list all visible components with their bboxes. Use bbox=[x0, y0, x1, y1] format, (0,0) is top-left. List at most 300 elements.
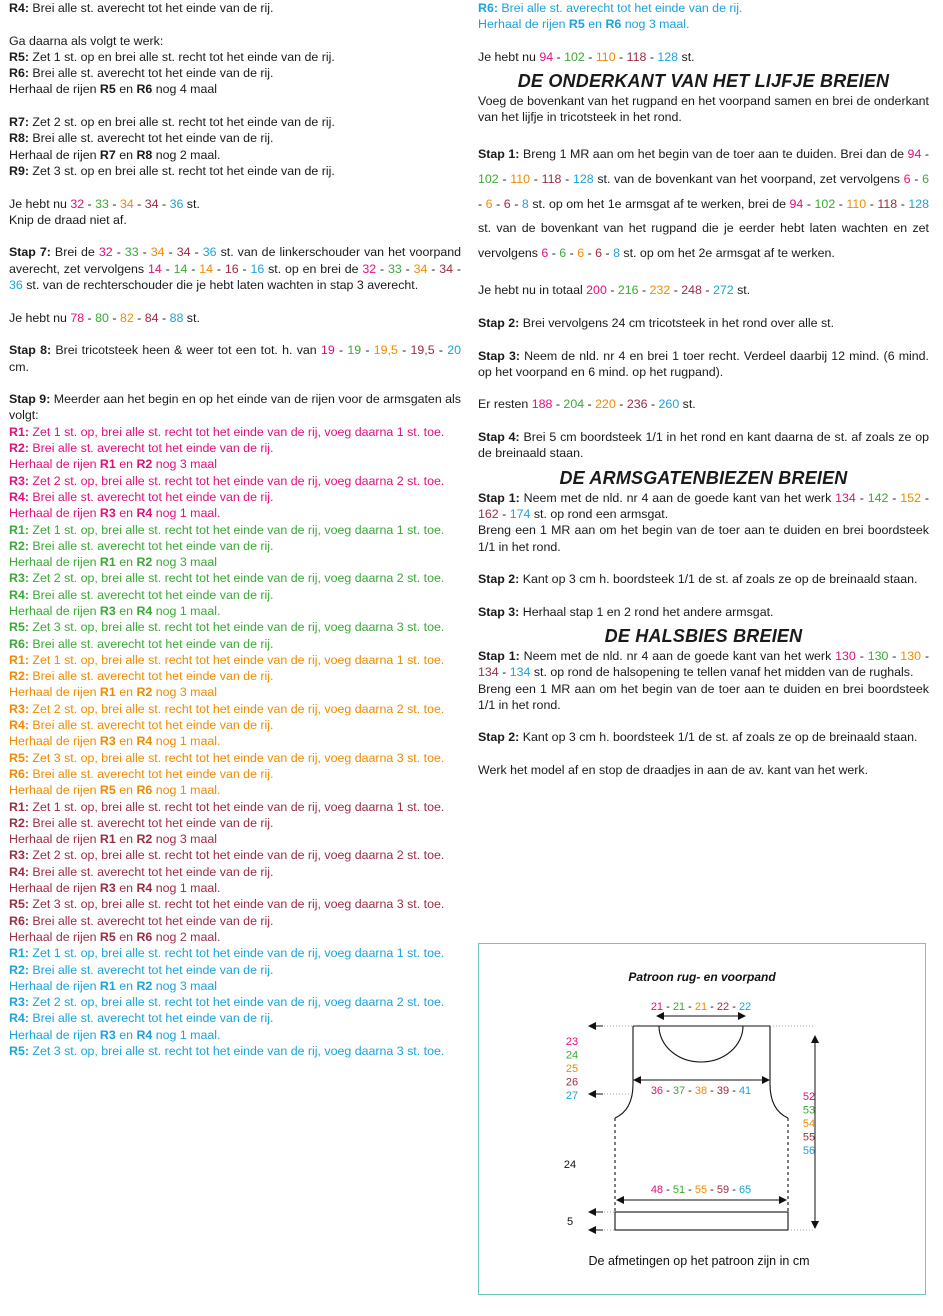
text-run: Zet 1 st. op, brei alle st. recht tot het einde van de rij, voeg daarna 1 st. toe. bbox=[28, 946, 445, 961]
instruction-line bbox=[478, 0, 929, 16]
text-run: - bbox=[866, 196, 878, 211]
text-run: en bbox=[115, 832, 137, 847]
text-run: Brei alle st. averecht tot het einde van de rij. bbox=[28, 538, 274, 553]
text-run: Zet 3 st. op en brei alle st. recht tot het einde van de rij. bbox=[28, 163, 335, 178]
size-value: 27 bbox=[565, 1090, 579, 1102]
text-run: Brei alle st. averecht tot het einde van de rij. bbox=[28, 66, 274, 81]
text-run: - bbox=[238, 261, 251, 276]
text-run: nog 1 maal. bbox=[152, 1027, 221, 1042]
text-run: R3 bbox=[99, 1027, 116, 1042]
instruction-line bbox=[478, 429, 929, 462]
text-run: Brei alle st. averecht tot het einde van de rij. bbox=[497, 1, 743, 15]
size-value: 21 bbox=[672, 1001, 686, 1013]
text-run: en bbox=[115, 506, 137, 521]
text-run: 34 bbox=[150, 245, 165, 260]
text-run: - bbox=[492, 196, 504, 211]
size-value: 36 bbox=[650, 1085, 664, 1097]
size-value: 37 bbox=[672, 1085, 686, 1097]
body-width-label bbox=[651, 1184, 751, 1196]
text-run: Stap 3: bbox=[478, 604, 520, 619]
text-run: - bbox=[112, 245, 125, 260]
separator: - bbox=[685, 1184, 695, 1196]
text-run: 128 bbox=[572, 171, 594, 186]
text-run: R6: bbox=[9, 913, 29, 928]
text-run: 34 bbox=[144, 196, 159, 211]
instruction-line bbox=[9, 864, 461, 880]
text-run: 34 bbox=[176, 245, 191, 260]
paragraph-gap bbox=[9, 375, 461, 391]
text-run: - bbox=[553, 49, 565, 64]
separator: - bbox=[663, 1085, 673, 1097]
instruction-line bbox=[478, 142, 929, 266]
text-run: Herhaal de rijen bbox=[9, 506, 100, 521]
text-run: st. bbox=[183, 196, 200, 211]
text-run: Breng een 1 MR aan om het begin van de toer aan te duiden en brei boordsteek 1/1 in het rond. bbox=[478, 523, 929, 554]
text-run: - bbox=[427, 261, 440, 276]
text-run: R6: bbox=[478, 1, 498, 15]
text-run: Stap 3: bbox=[478, 348, 520, 363]
paragraph-gap bbox=[478, 413, 929, 429]
instruction-line bbox=[478, 522, 929, 555]
text-run: - bbox=[615, 49, 627, 64]
text-run: R2: bbox=[9, 962, 29, 977]
text-run: Herhaal de rijen bbox=[9, 603, 100, 618]
instruction-line bbox=[9, 554, 461, 570]
text-run: Je hebt nu in totaal bbox=[478, 283, 587, 298]
text-run: - bbox=[584, 246, 596, 261]
instruction-line bbox=[9, 717, 461, 733]
text-run: R2: bbox=[9, 538, 29, 553]
instruction-line bbox=[478, 604, 929, 620]
text-run: 19,5 bbox=[373, 343, 398, 358]
text-run: 6 bbox=[503, 196, 511, 211]
text-run: en bbox=[115, 457, 137, 472]
instruction-line bbox=[9, 163, 461, 179]
text-run: - bbox=[646, 49, 658, 64]
instruction-line bbox=[9, 33, 461, 49]
instruction-line bbox=[9, 799, 461, 815]
text-run: nog 1 maal. bbox=[152, 783, 221, 798]
text-run: R4: bbox=[9, 587, 29, 602]
text-run: R5: bbox=[9, 897, 29, 912]
instruction-line bbox=[9, 636, 461, 652]
text-run: nog 2 maal. bbox=[152, 929, 221, 944]
text-run: - bbox=[701, 283, 713, 298]
text-run: 118 bbox=[877, 196, 898, 211]
text-run: en bbox=[115, 603, 137, 618]
text-run: Herhaal de rijen bbox=[9, 685, 100, 700]
text-run: Zet 3 st. op, brei alle st. recht tot het einde van de rij, voeg daarna 3 st. toe. bbox=[28, 1044, 445, 1058]
text-run: - bbox=[213, 261, 225, 276]
text-run: Knip de draad niet af. bbox=[9, 212, 127, 227]
instruction-line bbox=[478, 396, 929, 412]
text-run: - bbox=[606, 283, 618, 298]
instruction-line bbox=[9, 831, 461, 847]
text-run: 6 bbox=[541, 246, 549, 261]
text-run: st. bbox=[679, 397, 696, 412]
text-run: 216 bbox=[617, 283, 639, 298]
text-run: Zet 2 st. op, brei alle st. recht tot het einde van de rij, voeg daarna 2 st. toe. bbox=[28, 995, 445, 1010]
text-run: Brei alle st. averecht tot het einde van de rij. bbox=[28, 636, 274, 651]
text-run: R3: bbox=[9, 571, 29, 586]
instruction-line bbox=[9, 913, 461, 929]
text-run: R3: bbox=[9, 995, 29, 1010]
text-run: R2: bbox=[9, 815, 29, 830]
text-run: 33 bbox=[124, 245, 139, 260]
text-run: - bbox=[920, 490, 929, 505]
paragraph-gap bbox=[9, 98, 461, 114]
text-run: R1 bbox=[99, 832, 116, 847]
text-run: nog 1 maal. bbox=[152, 734, 221, 749]
text-run: Neem met de nld. nr 4 aan de goede kant van het werk bbox=[519, 490, 836, 505]
text-run: R1 bbox=[99, 978, 116, 993]
instruction-line bbox=[9, 538, 461, 554]
text-run: - bbox=[647, 397, 659, 412]
text-run: - bbox=[376, 261, 389, 276]
instruction-line bbox=[9, 49, 461, 65]
text-run: 14 bbox=[147, 261, 162, 276]
text-run: 130 bbox=[867, 649, 889, 663]
text-run: Brei vervolgens 24 cm tricotsteek in het rond over alle st. bbox=[519, 315, 835, 330]
text-run: 36 bbox=[169, 196, 184, 211]
size-value: 21 bbox=[650, 1001, 664, 1013]
section-heading: DE ARMSGATENBIEZEN BREIEN bbox=[559, 467, 848, 488]
instruction-line bbox=[478, 282, 929, 298]
text-run: Breng een 1 MR aan om het begin van de toer aan te duiden en brei boordsteek 1/1 in het rond. bbox=[478, 681, 929, 712]
text-run: - bbox=[552, 397, 564, 412]
text-run: R6: bbox=[9, 66, 29, 81]
text-run: Ga daarna als volgt te werk: bbox=[9, 33, 164, 48]
text-run: 134 bbox=[835, 490, 856, 505]
instruction-line bbox=[9, 750, 461, 766]
text-run: Brei alle st. averecht tot het einde van de rij. bbox=[28, 1, 274, 15]
size-value: 39 bbox=[716, 1085, 730, 1097]
dimension-arrows bbox=[589, 1016, 815, 1230]
text-run: Voeg de bovenkant van het rugpand en het voorpand samen en brei de onderkant van het lijfje in tricotsteek in het rond. bbox=[478, 94, 929, 125]
text-run: R5: bbox=[9, 1044, 29, 1058]
text-run: en bbox=[115, 734, 137, 749]
size-value: 55 bbox=[694, 1184, 708, 1196]
text-run: - bbox=[888, 490, 901, 505]
text-run: R6 bbox=[136, 929, 153, 944]
diagram-title: Patroon rug- en voorpand bbox=[628, 970, 776, 984]
text-run: en bbox=[115, 881, 137, 896]
text-run: 94 bbox=[907, 147, 922, 162]
text-run: R7: bbox=[9, 115, 29, 130]
text-run: 32 bbox=[98, 245, 113, 260]
text-run: st. van de bovenkant van het rugpand die je eerder hebt laten wachten en zet vervolgens bbox=[478, 221, 929, 261]
text-run: Brei alle st. averecht tot het einde van de rij. bbox=[28, 669, 274, 684]
text-run: 118 bbox=[541, 171, 562, 186]
text-run: Zet 1 st. op, brei alle st. recht tot het einde van de rij, voeg daarna 1 st. toe. bbox=[28, 522, 445, 537]
text-run: Brei alle st. averecht tot het einde van de rij. bbox=[28, 962, 274, 977]
size-value: 65 bbox=[738, 1184, 752, 1196]
text-run: 236 bbox=[626, 397, 648, 412]
text-run: en bbox=[584, 17, 606, 32]
instruction-line bbox=[9, 114, 461, 130]
text-run: 6 bbox=[903, 171, 911, 186]
text-run: - bbox=[161, 261, 174, 276]
text-run: - bbox=[361, 343, 374, 358]
text-run: Brei alle st. averecht tot het einde van de rij. bbox=[28, 441, 274, 456]
text-run: 33 bbox=[95, 196, 109, 211]
paragraph-gap bbox=[478, 713, 929, 729]
text-run: 110 bbox=[510, 171, 531, 186]
text-run: Stap 2: bbox=[478, 730, 520, 745]
text-run: - bbox=[158, 196, 170, 211]
instruction-line bbox=[478, 93, 929, 126]
text-run: - bbox=[855, 649, 868, 663]
text-run: Zet 2 st. op en brei alle st. recht tot het einde van de rij. bbox=[28, 115, 335, 130]
text-run: - bbox=[615, 397, 627, 412]
text-run: Brei alle st. averecht tot het einde van de rij. bbox=[28, 864, 274, 879]
text-run: - bbox=[803, 196, 815, 211]
instruction-line bbox=[9, 0, 461, 16]
instruction-line bbox=[9, 342, 461, 375]
text-run: - bbox=[638, 283, 650, 298]
text-run: Brei tricotsteek heen & weer tot een tot. h. van bbox=[51, 343, 321, 358]
text-run: en bbox=[115, 685, 137, 700]
text-run: 94 bbox=[789, 196, 804, 211]
size-value: 23 bbox=[565, 1036, 579, 1048]
text-run: R8 bbox=[136, 147, 153, 162]
text-run: Kant op 3 cm h. boordsteek 1/1 de st. af zoals ze op de breinaald staan. bbox=[519, 572, 918, 587]
text-run: 134 bbox=[478, 665, 499, 680]
text-run: - bbox=[602, 246, 614, 261]
text-run: Herhaal de rijen bbox=[9, 147, 100, 162]
instruction-line bbox=[9, 929, 461, 945]
text-run: - bbox=[401, 261, 414, 276]
text-run: Herhaal de rijen bbox=[9, 881, 100, 896]
instruction-line bbox=[478, 348, 929, 381]
instruction-line bbox=[9, 766, 461, 782]
text-run: Brei de bbox=[50, 245, 99, 260]
text-run: - bbox=[888, 649, 901, 663]
separator: - bbox=[729, 1184, 739, 1196]
text-run: Brei alle st. averecht tot het einde van de rij. bbox=[28, 587, 274, 602]
text-run: Neem de nld. nr 4 en brei 1 toer recht. Verdeel daarbij 12 mind. (6 mind. op het voorpand en 6 mind. op het rugpand). bbox=[478, 348, 930, 379]
text-run: - bbox=[498, 665, 510, 680]
instruction-line bbox=[9, 587, 461, 603]
text-run: Brei alle st. averecht tot het einde van de rij. bbox=[28, 489, 274, 504]
text-run: Werk het model af en stop de draadjes in aan de av. kant van het werk. bbox=[478, 763, 869, 778]
instruction-line bbox=[9, 424, 461, 440]
text-run: R3 bbox=[99, 506, 116, 521]
size-value: 59 bbox=[716, 1184, 730, 1196]
text-run: Je hebt nu bbox=[478, 49, 540, 64]
text-run: 232 bbox=[649, 283, 671, 298]
text-run: Stap 2: bbox=[478, 315, 520, 330]
size-value: 55 bbox=[802, 1131, 816, 1144]
instruction-line bbox=[9, 505, 461, 521]
text-run: R2 bbox=[136, 457, 153, 472]
text-run: Brei alle st. averecht tot het einde van de rij. bbox=[28, 1011, 274, 1026]
paragraph-gap bbox=[478, 33, 929, 49]
text-run: R5: bbox=[9, 620, 29, 635]
instruction-line bbox=[478, 762, 929, 778]
text-run: 16 bbox=[250, 261, 265, 276]
text-run: R6 bbox=[136, 82, 153, 97]
text-run: 6 bbox=[485, 196, 493, 211]
instruction-line bbox=[9, 196, 461, 212]
text-run: cm. bbox=[9, 359, 29, 374]
text-run: 200 bbox=[586, 283, 607, 298]
instruction-line bbox=[478, 648, 929, 681]
text-run: 32 bbox=[362, 261, 377, 276]
text-run: 130 bbox=[900, 649, 921, 663]
text-run: R2 bbox=[136, 685, 153, 700]
text-run: R4 bbox=[136, 506, 153, 521]
text-run: en bbox=[115, 1027, 137, 1042]
text-run: Stap 1: bbox=[478, 649, 520, 663]
text-run: - bbox=[584, 49, 596, 64]
text-run: 6 bbox=[922, 171, 930, 186]
section-heading: DE ONDERKANT VAN HET LIJFJE BREIEN bbox=[517, 71, 890, 92]
text-run: R6: bbox=[9, 636, 29, 651]
text-run: R3 bbox=[99, 734, 116, 749]
instruction-line bbox=[9, 962, 461, 978]
text-run: Je hebt nu bbox=[9, 196, 71, 211]
text-run: R4 bbox=[136, 603, 153, 618]
instruction-line bbox=[9, 473, 461, 489]
text-run: 6 bbox=[559, 246, 567, 261]
text-run: 78 bbox=[70, 310, 85, 325]
size-value: 56 bbox=[802, 1145, 816, 1157]
text-run: Brei alle st. averecht tot het einde van de rij. bbox=[28, 718, 274, 733]
text-run: 130 bbox=[835, 649, 856, 663]
text-run: nog 3 maal bbox=[152, 978, 218, 993]
text-run: Zet 2 st. op, brei alle st. recht tot het einde van de rij, voeg daarna 2 st. toe. bbox=[28, 848, 445, 863]
text-run: R5 bbox=[99, 929, 116, 944]
text-run: R4: bbox=[9, 1, 29, 15]
text-run: - bbox=[434, 343, 448, 358]
instruction-line bbox=[9, 81, 461, 97]
text-run: 14 bbox=[199, 261, 213, 276]
text-run: Brei alle st. averecht tot het einde van de rij. bbox=[28, 815, 274, 830]
text-run: Herhaal de rijen bbox=[9, 555, 100, 570]
text-run: - bbox=[835, 196, 847, 211]
text-run: st. op en brei de bbox=[264, 261, 363, 276]
text-run: 152 bbox=[900, 490, 921, 505]
text-run: 84 bbox=[144, 310, 159, 325]
text-run: Herhaal de rijen bbox=[9, 783, 100, 798]
text-run: - bbox=[138, 245, 151, 260]
text-run: nog 4 maal bbox=[152, 82, 218, 97]
text-run: 36 bbox=[9, 278, 23, 293]
instruction-line bbox=[9, 880, 461, 896]
text-run: - bbox=[108, 310, 120, 325]
text-run: R7 bbox=[99, 147, 116, 162]
text-run: 102 bbox=[478, 171, 499, 186]
text-run: 34 bbox=[439, 261, 454, 276]
text-run: R5 bbox=[99, 783, 116, 798]
instruction-line bbox=[9, 782, 461, 798]
instruction-line bbox=[9, 945, 461, 961]
instruction-line bbox=[9, 489, 461, 505]
text-run: st. op om het 2e armsgat af te werken. bbox=[619, 246, 835, 261]
text-run: st. van de rechterschouder die je hebt laten wachten in stap 3 averecht. bbox=[22, 278, 419, 293]
text-run: 80 bbox=[95, 310, 109, 325]
text-run: R5: bbox=[9, 750, 29, 765]
separator: - bbox=[729, 1001, 739, 1013]
instruction-line bbox=[9, 701, 461, 717]
body-length-label: 24 bbox=[563, 1159, 577, 1171]
text-run: - bbox=[548, 246, 560, 261]
paragraph-gap bbox=[478, 555, 929, 571]
text-run: R2 bbox=[136, 832, 153, 847]
paragraph-gap bbox=[478, 266, 929, 282]
text-run: Er resten bbox=[478, 397, 532, 412]
text-run: R4: bbox=[9, 864, 29, 879]
paragraph-gap bbox=[9, 179, 461, 195]
text-run: 128 bbox=[908, 196, 930, 211]
text-run: st. van de bovenkant van het voorpand, zet vervolgens bbox=[593, 171, 904, 186]
text-run: en bbox=[115, 929, 137, 944]
instruction-line bbox=[9, 522, 461, 538]
instruction-line bbox=[478, 681, 929, 714]
text-run: - bbox=[478, 196, 486, 211]
text-run: 8 bbox=[613, 246, 620, 261]
text-run: Zet 1 st. op, brei alle st. recht tot het einde van de rij, voeg daarna 1 st. toe. bbox=[28, 799, 445, 814]
text-run: Herhaal de rijen bbox=[9, 832, 100, 847]
text-run: - bbox=[108, 196, 120, 211]
text-run: - bbox=[920, 649, 929, 663]
instruction-line bbox=[9, 130, 461, 146]
text-run: Zet 3 st. op, brei alle st. recht tot het einde van de rij, voeg daarna 3 st. toe. bbox=[28, 750, 445, 765]
instruction-line bbox=[9, 456, 461, 472]
text-run: - bbox=[158, 310, 170, 325]
text-run: 188 bbox=[531, 397, 553, 412]
instruction-line bbox=[9, 684, 461, 700]
separator: - bbox=[729, 1085, 739, 1097]
right-column bbox=[478, 0, 929, 778]
text-run: Stap 1: bbox=[478, 490, 520, 505]
text-run: Kant op 3 cm h. boordsteek 1/1 de st. af zoals ze op de breinaald staan. bbox=[519, 730, 918, 745]
text-run: 19,5 bbox=[410, 343, 435, 358]
text-run: en bbox=[115, 783, 137, 798]
text-run: R5: bbox=[9, 49, 29, 64]
size-value: 41 bbox=[738, 1085, 752, 1097]
text-run: R1 bbox=[99, 685, 116, 700]
text-run: R3: bbox=[9, 701, 29, 716]
text-run: - bbox=[566, 246, 578, 261]
text-run: Herhaal de rijen bbox=[9, 1027, 100, 1042]
separator: - bbox=[685, 1001, 695, 1013]
paragraph-gap bbox=[478, 331, 929, 347]
instruction-line bbox=[9, 619, 461, 635]
text-run: R4 bbox=[136, 881, 153, 896]
size-value: 22 bbox=[738, 1001, 752, 1013]
paragraph-gap bbox=[478, 380, 929, 396]
text-run: 248 bbox=[681, 283, 702, 298]
text-run: Herhaal stap 1 en 2 rond het andere armsgat. bbox=[519, 604, 774, 619]
text-run: Zet 1 st. op, brei alle st. recht tot het einde van de rij, voeg daarna 1 st. toe. bbox=[28, 652, 445, 667]
text-run: R4: bbox=[9, 1011, 29, 1026]
separator: - bbox=[685, 1085, 695, 1097]
text-run: Neem met de nld. nr 4 aan de goede kant van het werk bbox=[519, 649, 836, 663]
pattern-diagram bbox=[478, 943, 926, 1295]
text-run: nog 2 maal. bbox=[152, 147, 221, 162]
paragraph-gap bbox=[478, 299, 929, 315]
instruction-line bbox=[9, 847, 461, 863]
text-run: nog 1 maal. bbox=[152, 506, 221, 521]
text-run: en bbox=[115, 555, 137, 570]
chest-width-label bbox=[651, 1085, 751, 1097]
paragraph-gap bbox=[9, 293, 461, 309]
text-run: R4 bbox=[136, 1027, 153, 1042]
text-run: 14 bbox=[173, 261, 188, 276]
garment-outline bbox=[615, 1026, 788, 1230]
